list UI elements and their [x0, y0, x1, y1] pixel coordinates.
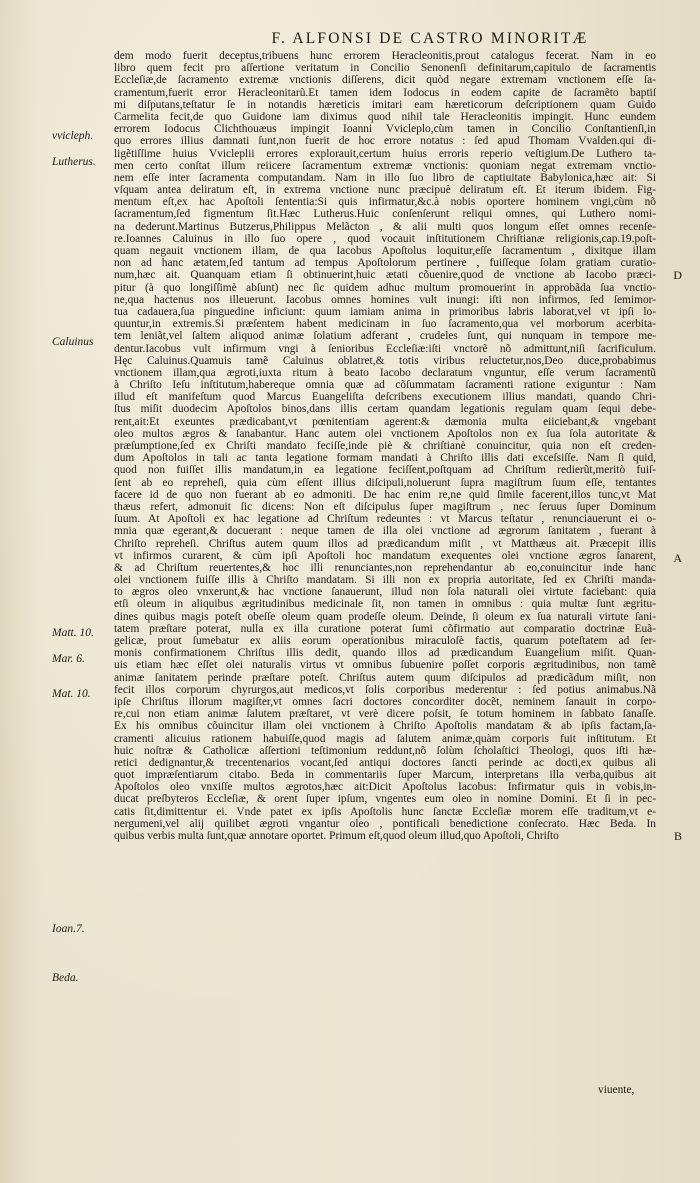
- text-line: nem eſſe inter ſacramenta computandam. Nam in illo ſuo libro de captiuitate Babylonica,hæc ait: Si: [114, 171, 656, 184]
- text-line: à Chriſto Ieſu inſtitutum,habereque omnia quæ ad cõſummatam ſacramenti ratione exiguntur : Nam: [114, 379, 656, 392]
- margin-note-lutherus: Lutherus.: [52, 156, 96, 168]
- text-line: vt infirmos curarent, & cùm ipſi Apoſtoli hoc mandatum exequentes olei vnctione ægros ſanarent,: [114, 549, 656, 562]
- text-line: quot impræſentiarum citabo. Beda in commentariis ſuper Marcum, interpretans illa verba,quibus ait: [114, 769, 656, 782]
- text-line: libro quem fecit pro aſſertione veritatum in Concilio Senonenſi definitarum,capitulo de ſacramentis: [114, 62, 656, 75]
- text-line: re,cui non etiam animæ ſalutem præſtaret, vt verè dicere poſsit, ſe totum hominem in ſabbato ſanaſſe.: [114, 708, 656, 721]
- margin-note-wicleph: vvicleph.: [52, 130, 94, 142]
- text-line: uis etiam hæc eſſet olei naturalis virtus vt omnibus ſubuenire poſſet corporis ægritudinibus, non tamẽ: [114, 659, 656, 672]
- margin-note-caluinus: Caluinus: [52, 336, 94, 348]
- text-line: thæus refert, admonuit ſic dicens: Non eſt diſcipulus ſuper magiſtrum , nec ſeruus ſuper Dominum: [114, 500, 656, 513]
- text-line: illud eſt manifeſtum quod Marcus Euangeliſta deſcribens executionem illius mandati, quando Chri-: [114, 391, 656, 404]
- running-head: F. ALFONSI DE CASTRO MINORITÆ: [271, 30, 589, 47]
- text-line: mnia quæ egerant,& docuerant : neque tamen de illa olei vnctione ad ægrorum ſanitatem , fuerant à: [114, 525, 656, 538]
- text-line: Hęc Caluinus.Quamuis tamẽ Caluinus oblatret,& totis viribus reluctetur,nos,Deo duce,probabimus: [114, 354, 656, 367]
- section-letter-b: B: [673, 829, 682, 843]
- text-line: gelicæ, prout ſumebatur ex aliis eorum operationibus miraculoſè factis, quarum poteſtatem ad ſer-: [114, 635, 656, 647]
- text-line: fecit illos corporum chyrurgos,aut medicos,vt ſolis corporibus mederentur : ſed potius animabus.Nã: [114, 683, 656, 696]
- text-line: tua cadauera,ſua pinguedine inficiunt: quum iamiam anima in primoribus labris laborat,vel vt ipſi lo-: [114, 305, 656, 318]
- text-line: tem leniãt,vel ſaltem aliquod animæ ſolatium adferant , crudeles ſunt, qui nunquam in tempore me-: [114, 330, 656, 343]
- margin-note-mat-10: Mat. 10.: [52, 688, 91, 700]
- text-line: ipſe Chriſtus illorum magiſter,vt omnes ſacri doctores concorditer docẽt, neminem ſanauit in corpo-: [114, 695, 656, 708]
- text-line: facere id de quo non fuerant ab eo admoniti. De hac enim re,ne quid ſimile facerent,illos tunc,vt Mat: [114, 488, 656, 501]
- text-line: Ex his omnibus cõuincitur illam olei vnctionem à Chriſto Apoſtolis mandatam & ab ipſis factam,ſa-: [114, 720, 656, 733]
- text-line: quo errores illius damnati ſunt,non fuerit de hoc errore notatus : ſed apud Thomam Vvalden.qui di-: [114, 135, 656, 148]
- catchword: viuente,: [598, 1084, 635, 1096]
- text-line: Chriſto repreheſi. Chriſtus autem quum illos ad prædicandum miſit , vt Matthæus ait. Præcepit illis: [114, 537, 656, 550]
- text-line: tatem præſtare poterat, nulla ex illa curatione poterat ſumi cõfirmatio aut comparatio doctrinæ Euã-: [114, 622, 656, 635]
- text-line: dines quibus magis poteſt obeſſe oleum quam prodeſſe oleum. Deinde, ſi oleum ex ſua naturali virtute ſani-: [114, 610, 656, 623]
- text-line: ne,qua hactenus nos illeuerunt. Iacobus omnes homines vult inungi: iſti non infirmos, ſed ſemimor-: [114, 293, 656, 306]
- text-line: na dederunt.Martinus Butzerus,Philippus Melãcton , & alii multi quos longum eſſet omnes recenſe-: [114, 220, 656, 233]
- text-line: mi diſputans,teſtatur ſe in notandis hæreticis imitari eam hæreticorum deſcriptionem quam Guido: [114, 98, 656, 111]
- text-line: & ad Chriſtum reuertentes,& hoc illi renunciantes,non reprehendantur ab eo,conuincitur inde hanc: [114, 561, 656, 574]
- margin-note-matt-10: Matt. 10.: [52, 627, 94, 639]
- text-line: dum Apoſtolos in tali ac tanta legatione formam mandati à Chriſto illis dati exceſsiſſe. Nam ſi quid,: [114, 452, 656, 465]
- text-line: vnctionem illam,qua ægroti,iuxta ritum à beato Iacobo declaratum vnguntur, eſſe verum ſacramentũ: [114, 366, 656, 379]
- text-line: men certo conſtat illum reiicere ſacramentum extremæ vnctionis: quoniam negat extremam vnctio-: [114, 159, 656, 172]
- text-line: nergumeni,vel alij quilibet ægroti vngantur oleo , pontificali benedictione conſecrato. Hæc Beda. In: [114, 817, 656, 830]
- text-line: quuntur,in extremis.Si præſentem habent medicinam in ſuo ſacramento,qua vel morborum acerbita-: [114, 318, 656, 331]
- text-line: rent,ait:Et exeuntes prædicabant,vt pœnitentiam agerent:& dæmonia multa eiiciebant,& vngebant: [114, 415, 656, 428]
- text-line: ligẽtiſſime huius Vvicleplii errores explorauit,certum huius erroris reperio veſtigium.De Luthero ta-: [114, 147, 656, 160]
- margin-note-beda: Beda.: [52, 972, 79, 984]
- text-line: non ad hanc ætatem,ſed tantum ad tempus Apoſtolorum pertinere , fuiſſeque ſolam gratiam curatio-: [114, 257, 656, 270]
- text-line: cramentum,fuerit error Heracleonitarũ.Et tamen idem Iodocus in eodem capite de ſacramẽto baptiſ: [114, 86, 656, 99]
- text-line: mentum eſt,ex hac Apoſtoli ſententia:Si quis infirmatur,&c.à nobis oportere hominem vngi,cùm nõ: [114, 196, 656, 209]
- text-line: Carmelita fecit,de quo Guidone iam diximus quod nihil tale Heracleonitis impingit. Hunc eundem: [114, 110, 656, 123]
- text-line: ſent ab eo repreheſi, quia cùm eſſent illius diſcipuli,noluerunt ſupra magiſtrum ſuum eſſe, tentantes: [114, 476, 656, 489]
- text-line: ducat preſbyteros Eccleſiæ, & orent ſuper ipſum, vngentes eum oleo in nomine Domini. Et ſi in pec-: [114, 793, 656, 806]
- text-line: dem modo fuerit deceptus,tribuens hunc errorem Heracleonitis,prout catalogus fecerat. Nam in eo: [114, 50, 656, 62]
- text-line: dentur.Iacobus vult infirmum vngi à ſenioribus Eccleſiæ:iſti vnctorẽ nõ admittunt,niſi ſacrificulum.: [114, 342, 656, 355]
- text-line: Eccleſiæ,de ſacramento extremæ vnctionis diſſerens, dicit quòd negare extremam vnctionem eſſe ſa-: [114, 74, 656, 87]
- text-line: to ægros oleo vnxerunt,& hac vnctione ſanauerunt, illud non ſola naturali olei virtute faciebant: quia: [114, 586, 656, 599]
- text-line: num,hæc ait. Quanquam etiam ſi obtinuerint,huic ætati cõuenire,quod de vnctione ab Iacobo præci-: [114, 269, 656, 282]
- text-line: monis confirmationem Chriſtus illis dedit, quando illos ad prædicandum Euangelium miſit. Quan-: [114, 647, 656, 660]
- text-line: quibus verbis multa ſunt,quæ annotare oportet. Primum eſt,quod oleum illud,quo Apoſtoli, Chriſto: [114, 830, 559, 842]
- text-line: vſquam antea deliratum eſt, in extrema vnctione nunc præcipuè deliratum eſt. Et iterum ibidem. Fig-: [114, 184, 656, 197]
- main-text-block: [114, 50, 656, 1055]
- text-line: quam negauit vnctionem illam, de qua Iacobus Apoſtolus loquitur,eſſe ſacramentum , dixitque illam: [114, 245, 656, 257]
- text-line: oleo multos ægros & ſanabantur. Hanc autem olei vnctionem Apoſtolos non ex ſua ſola autoritate &: [114, 427, 656, 440]
- text-line: etſi oleum in aliquibus ægritudinibus medicinale ſit, non tamen in omnibus : quia multæ ſunt ægritu-: [114, 598, 656, 611]
- text-line: ſacramentum,ſed figmentum ſit.Hæc Lutherus.Huic conſenſerunt reliqui omnes, qui Luthero nomi-: [114, 208, 656, 221]
- text-line: errorem Iodocus Clichthouæus impingit Ioanni Vvicleplo,cùm tamen in Concilio Conſtantienſi,in: [114, 123, 656, 136]
- text-line: ſtus miſit duodecim Apoſtolos binos,dans illis certam quandam legationis regulam quam ſequi debe-: [114, 403, 656, 416]
- text-line: præſumptione,ſed ex Chriſti mandato feciſſe,inde piè & chriſtianè conuincitur, quia non eſt creden-: [114, 440, 656, 452]
- text-line: olei vnctionem fuiſſe illis à Chriſto mandatam. Si illi non ex propria autoritate, ſed ex Chriſti manda-: [114, 574, 656, 587]
- text-line: huic noſtræ & Catholicæ aſſertioni teſtimonium reddunt,nõ ſolùm ſcholaſtici Theologi, quos iſti hæ-: [114, 744, 656, 757]
- text-line: Apoſtolos oleo vnxiſſe multos ægrotos,hæc ait:Dicit Apoſtolus Iacobus: Infirmatur quis in vobis,in-: [114, 781, 656, 794]
- section-letter-a: A: [673, 551, 682, 565]
- margin-note-mar-6: Mar. 6.: [52, 653, 85, 665]
- text-line: cramenti alicuius rationem habuiſſe,quod magis ad ſalutem animæ,quàm corporis fuit inſtitutum. Et: [114, 732, 656, 745]
- margin-note-ioan-7: Ioan.7.: [52, 923, 85, 935]
- text-line: retici dedignantur,& trecentenarios vocant,ſed antiqui doctores ſancti perinde ac docti,ex quibus ali: [114, 756, 656, 769]
- text-line: catis ſit,dimittentur ei. Vnde patet ex ipſis Apoſtolis hunc ſanctæ Eccleſiæ morem eſſe traditum,vt e-: [114, 805, 656, 818]
- text-line: ſuum. At Apoſtoli ex hac legatione ad Chriſtum redeuntes : vt Marcus teſtatur , renunciauerunt ei o-: [114, 513, 656, 526]
- text-line: quod non fuiſſet illis mandatum,in ea legatione feciſſent,poſtquam ad Chriſtum redierũt,meritò fuiſ-: [114, 464, 656, 477]
- text-line: animæ ſanitatem perinde præſtare poteſt. Chriſtus autem quum diſcipulos ad prædicãdum miſit, non: [114, 671, 656, 684]
- text-line: re.Ioannes Caluinus in illo ſuo opere , quod vocauit inſtitutionem Chriſtianæ religionis,cap.19.poſt-: [114, 232, 656, 245]
- section-letter-d: D: [673, 268, 682, 282]
- text-line: pitur (à quo longiſſimè abſunt) nec ſic quidem adhuc multum promouerint in approbãda ſua vnctio-: [114, 281, 656, 294]
